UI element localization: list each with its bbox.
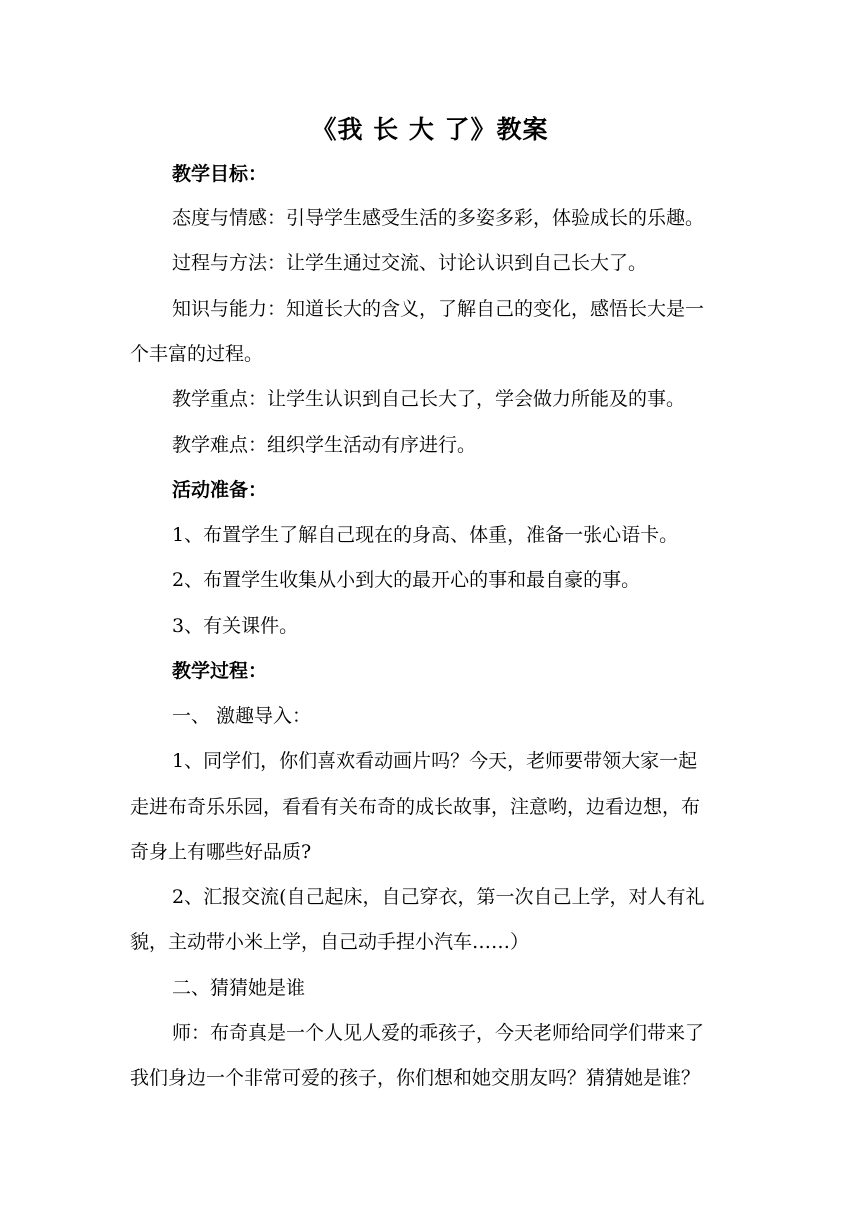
- paragraph-line: 个丰富的过程。: [130, 343, 264, 365]
- subsection-heading: 一、 激趣导入：: [172, 705, 312, 727]
- subsection-heading: 二、猜猜她是谁: [172, 977, 306, 999]
- paragraph-line: 走进布奇乐乐园，看看有关布奇的成长故事，注意哟，边看边想，布: [130, 796, 701, 818]
- paragraph-line: 过程与方法：让学生通过交流、讨论认识到自己长大了。: [172, 252, 648, 274]
- list-item: 2、布置学生收集从小到大的最开心的事和最自豪的事。: [172, 569, 641, 591]
- paragraph-line: 1、同学们，你们喜欢看动画片吗？今天，老师要带领大家一起: [172, 750, 698, 772]
- list-item: 3、有关课件。: [172, 615, 299, 637]
- paragraph-line: 貌，主动带小米上学，自己动手捏小汽车……）: [130, 931, 530, 953]
- paragraph-line: 2、汇报交流(自己起床，自己穿衣，第一次自己上学，对人有礼: [172, 886, 705, 908]
- paragraph-line: 教学重点：让学生认识到自己长大了，学会做力所能及的事。: [172, 388, 686, 410]
- paragraph-line: 态度与情感：引导学生感受生活的多姿多彩，体验成长的乐趣。: [172, 207, 705, 229]
- document-title: 《我 长 大 了》教案: [311, 115, 549, 144]
- paragraph-line: 知识与能力：知道长大的含义，了解自己的变化，感悟长大是一: [172, 298, 705, 320]
- paragraph-line: 教学难点：组织学生活动有序进行。: [172, 434, 477, 456]
- paragraph-line: 我们身边一个非常可爱的孩子，你们想和她交朋友吗？猜猜她是谁？: [130, 1067, 701, 1089]
- paragraph-line: 奇身上有哪些好品质?: [130, 841, 312, 863]
- paragraph-line: 师：布奇真是一个人见人爱的乖孩子，今天老师给同学们带来了: [172, 1022, 705, 1044]
- section-heading-process: 教学过程：: [172, 660, 268, 682]
- section-heading-preparation: 活动准备：: [172, 479, 268, 501]
- section-heading-objectives: 教学目标：: [172, 163, 268, 185]
- list-item: 1、布置学生了解自己现在的身高、体重，准备一张心语卡。: [172, 524, 679, 546]
